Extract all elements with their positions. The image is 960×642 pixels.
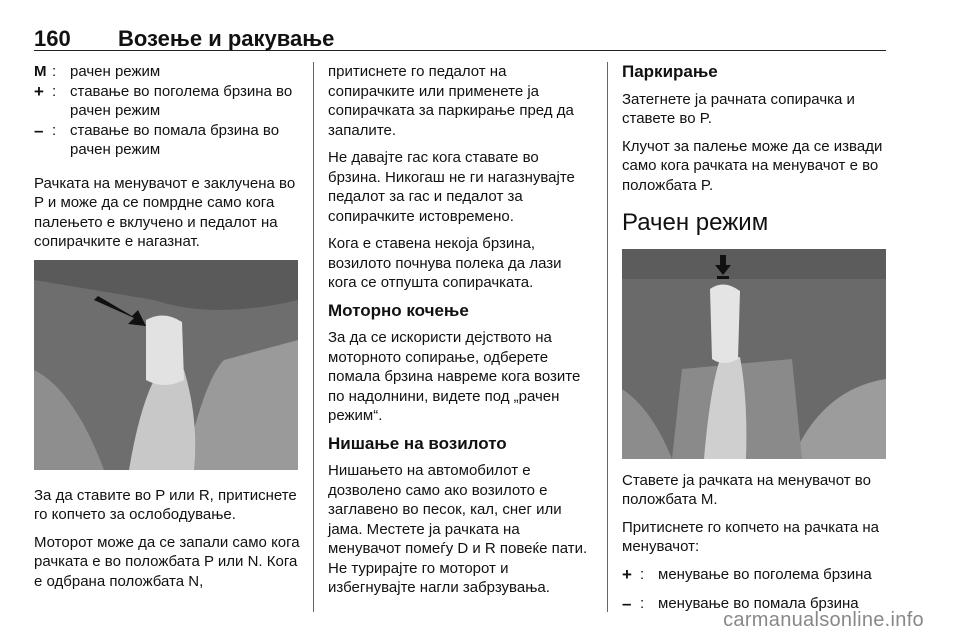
mode-text: менување во помала брзина (658, 595, 859, 612)
page-number: 160 (34, 26, 71, 51)
mode-row (34, 82, 300, 121)
separator: : (52, 82, 57, 100)
paragraph: Нишањето на автомобилот е дозволено само ако возилото е заглавено во песок, кал, снег или јама. Местете ја рачката на менувачот помеѓу D и R повеќе пати. Не турирајте го моторот и избегнувајте нагли забрзувања. (328, 462, 588, 596)
column-2 (328, 62, 594, 606)
subheading: Нишање на возилото (328, 433, 507, 453)
column-3 (622, 62, 886, 628)
paragraph: Клучот за палење може да се извади само кога рачката на менувачот е во положбата P. (622, 137, 883, 194)
plus-icon: + (622, 564, 632, 584)
separator: : (640, 595, 645, 612)
mode-row (34, 62, 300, 82)
mode-row (34, 121, 300, 160)
gear-lever-illustration (34, 260, 298, 470)
column-divider (313, 62, 314, 612)
subheading: Моторно кочење (328, 300, 469, 320)
paragraph: Рачката на менувачот е заклучена во P и може да се помрдне само кога палењето е вклучено и педалот на сопирачките е нагазнат. (34, 174, 296, 250)
subheading: Паркирање (622, 62, 718, 81)
paragraph: За да се искористи дејството на моторното сопирање, одберете помала брзина навреме кога возите по надолнини, видете под „рачен режим“. (328, 329, 581, 424)
column-1 (34, 62, 300, 599)
paragraph: Затегнете ја рачната сопирачка и ставете во P. (622, 90, 855, 127)
mode-list (34, 62, 300, 160)
minus-icon: – (34, 120, 44, 140)
paragraph: Не давајте гас кога ставате во брзина. Никогаш не ги нагазнувајте педалот за гас и педалот за сопирачките истовремено. (328, 149, 575, 225)
mode-list (622, 565, 886, 614)
manual-mode-illustration (622, 249, 886, 459)
mode-text: ставање во поголема брзина во рачен режим (70, 82, 293, 119)
paragraph: Притиснете го копчето на рачката на менувачот: (622, 518, 880, 555)
separator: : (52, 121, 57, 139)
paragraph: притиснете го педалот на сопирачките или применете ја сопирачката за паркирање пред да запалите. (328, 63, 574, 139)
paragraph: Моторот може да се запали само кога рачката е во положбата P или N. Кога е одбрана положбата N, (34, 533, 300, 590)
mode-text: ставање во помала брзина во рачен режим (70, 121, 280, 158)
mode-row (622, 565, 886, 585)
plus-icon: + (34, 81, 44, 101)
separator: : (640, 565, 645, 583)
mode-symbol: M (34, 63, 47, 80)
chapter-title: Возење и ракување (118, 26, 335, 51)
paragraph: Ставете ја рачката на менувачот во положбата M. (622, 471, 871, 508)
column-divider (607, 62, 608, 612)
mode-text: рачен режим (70, 63, 161, 80)
minus-icon: – (622, 594, 632, 613)
paragraph: За да ставите во P или R, притиснете го копчето за ослободување. (34, 486, 297, 523)
separator: : (52, 63, 57, 80)
page-header (34, 16, 886, 51)
watermark: carmanualsonline.info (723, 609, 924, 631)
section-heading: Рачен режим (622, 209, 769, 236)
mode-text: менување во поголема брзина (658, 565, 872, 583)
paragraph: Кога е ставена некоја брзина, возилото почнува полека да лази кога се отпушта сопирачката. (328, 235, 562, 291)
